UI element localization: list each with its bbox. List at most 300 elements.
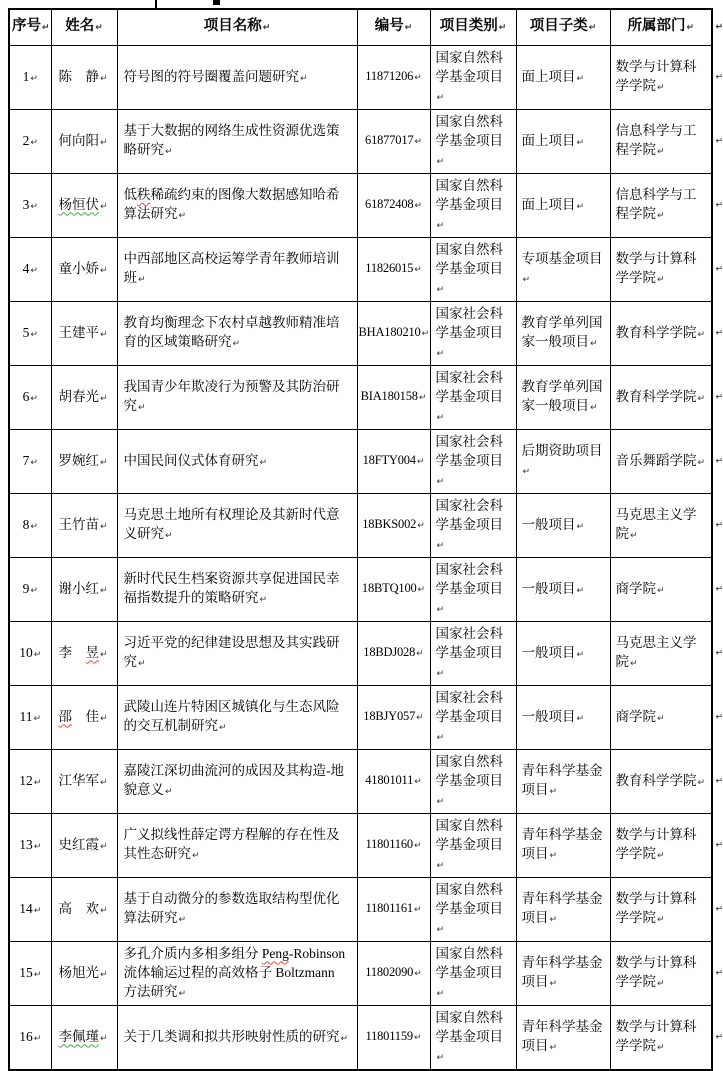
cell-text: 11 (19, 708, 33, 724)
paragraph-mark: ↵ (436, 156, 445, 167)
paragraph-mark: ↵ (33, 713, 42, 724)
text-segment: 王竹苗 (58, 516, 99, 532)
cell-grant-code (357, 686, 430, 750)
cell-text: 1 (22, 68, 30, 84)
text-segment: 史红霞 (58, 836, 99, 852)
cell-serial-number (9, 46, 51, 110)
cell-text: 数学与计算科学学院 (615, 955, 697, 989)
paragraph-mark: ↵ (576, 585, 585, 596)
paragraph-mark: ↵ (436, 220, 445, 231)
paragraph-mark: ↵ (178, 988, 187, 999)
cell-text: 11801161 (365, 901, 413, 915)
paragraph-mark: ↵ (697, 777, 706, 788)
paragraph-mark: ↵ (436, 1052, 445, 1063)
paragraph-mark: ↵ (498, 23, 507, 33)
cell-project-title (117, 302, 357, 366)
paragraph-mark: ↵ (522, 275, 531, 285)
paragraph-mark: ↵ (100, 393, 108, 404)
cell-department (610, 46, 723, 110)
paragraph-mark: ↵ (697, 393, 706, 404)
cell-text: 12 (19, 772, 33, 788)
cell-project-category (430, 750, 516, 814)
text-segment: 高 欢 (58, 900, 99, 916)
table-row (9, 238, 712, 302)
paragraph-mark: ↵ (416, 457, 425, 467)
row-end-mark: ↵ (715, 776, 723, 786)
header-no (9, 9, 51, 46)
header-label: 序号 (12, 18, 41, 34)
row-end-mark: ↵ (715, 840, 723, 850)
cell-project-title (117, 686, 357, 750)
cell-department (610, 430, 723, 494)
paragraph-mark: ↵ (95, 23, 103, 33)
row-end-mark: ↵ (715, 264, 723, 274)
text-segment: 杨恒伏 (58, 196, 99, 212)
table-row (9, 558, 712, 622)
cell-project-category (430, 814, 516, 878)
cell-project-category (430, 622, 516, 686)
paragraph-mark: ↵ (416, 713, 424, 723)
text-segment: 胡春光 (58, 388, 99, 404)
table-row (9, 174, 712, 238)
paragraph-mark: ↵ (138, 659, 146, 669)
cell-text: 国家自然科学基金项目 (435, 177, 503, 212)
header-category (430, 9, 516, 46)
cell-person-name (51, 750, 117, 814)
row-end-mark: ↵ (715, 1032, 723, 1042)
cell-text: 音乐舞蹈学院 (615, 452, 697, 468)
text-segment: Peng (261, 945, 289, 961)
paragraph-mark: ↵ (549, 787, 558, 797)
cell-text: 国家自然科学基金项目 (435, 945, 503, 980)
table-row (9, 622, 712, 686)
cell-project-category (430, 366, 516, 430)
row-end-mark: ↵ (715, 648, 723, 658)
paragraph-mark: ↵ (30, 521, 38, 532)
paragraph-mark: ↵ (219, 723, 227, 733)
cell-grant-code (357, 110, 430, 174)
paragraph-mark: ↵ (100, 201, 108, 212)
paragraph-mark: ↵ (100, 713, 108, 724)
paragraph-mark: ↵ (576, 649, 585, 660)
cell-text: 16 (19, 1028, 33, 1044)
cell-text: 国家社会科学基金项目 (435, 497, 503, 532)
paragraph-mark: ↵ (417, 585, 426, 595)
cell-text: 一般项目 (521, 708, 576, 724)
paragraph-mark: ↵ (414, 265, 422, 275)
paragraph-mark: ↵ (576, 73, 585, 84)
cell-department (610, 750, 723, 814)
cell-project-subcategory (516, 302, 610, 366)
cell-text: 信息科学与工程学院 (615, 123, 697, 157)
cell-person-name (51, 1006, 117, 1071)
paragraph-mark: ↵ (100, 521, 108, 532)
cell-project-title (117, 430, 357, 494)
cell-department (610, 622, 723, 686)
cell-project-subcategory (516, 366, 610, 430)
cell-text: 信息科学与工程学院 (615, 187, 697, 221)
cell-serial-number (9, 366, 51, 430)
paragraph-mark: ↵ (630, 531, 638, 541)
cell-text: 国家自然科学基金项目 (435, 1009, 503, 1044)
cell-project-title (117, 238, 357, 302)
paragraph-mark: ↵ (657, 83, 665, 93)
paragraph-mark: ↵ (414, 137, 422, 147)
text-segment: -Robinson 流体输运过程的高效格子 Boltzmann 方法研究 (123, 945, 346, 999)
paragraph-mark: ↵ (549, 915, 558, 925)
cell-text: 9 (22, 580, 30, 596)
table-row (9, 878, 712, 942)
cell-text: 一般项目 (521, 644, 576, 660)
paragraph-mark: ↵ (33, 841, 42, 852)
cell-text: 6 (22, 388, 30, 404)
cell-project-category (430, 430, 516, 494)
cell-person-name (51, 430, 117, 494)
cell-project-title (117, 46, 357, 110)
paragraph-mark: ↵ (549, 851, 558, 861)
paragraph-mark: ↵ (138, 275, 146, 285)
cell-text: 3 (22, 196, 30, 212)
text-segment: 中国民间仪式体育研究 (123, 452, 259, 468)
paragraph-mark: ↵ (436, 796, 445, 807)
cell-text: 61872408 (365, 197, 414, 211)
cell-project-title (117, 174, 357, 238)
paragraph-mark: ↵ (590, 339, 598, 349)
paragraph-mark: ↵ (630, 659, 638, 669)
cell-serial-number (9, 1006, 51, 1071)
table-row (9, 686, 712, 750)
paragraph-mark: ↵ (436, 668, 445, 679)
cell-person-name (51, 686, 117, 750)
text-segment: 李 (58, 644, 86, 660)
text-segment: 秩 (137, 187, 151, 202)
cell-text: 10 (19, 644, 33, 660)
cell-text: 国家自然科学基金项目 (435, 241, 503, 276)
paragraph-mark: ↵ (30, 457, 38, 468)
cell-project-subcategory (516, 878, 610, 942)
paragraph-mark: ↵ (100, 841, 108, 852)
paragraph-mark: ↵ (100, 585, 108, 596)
cell-grant-code (357, 750, 430, 814)
cell-project-category (430, 686, 516, 750)
paragraph-mark: ↵ (413, 1033, 422, 1043)
cell-text: 青年科学基金项目 (521, 955, 603, 989)
cell-project-title (117, 814, 357, 878)
cell-serial-number (9, 878, 51, 942)
row-end-mark: ↵ (715, 392, 723, 402)
paragraph-mark: ↵ (657, 979, 665, 989)
cell-project-subcategory (516, 494, 610, 558)
paragraph-mark: ↵ (588, 23, 597, 33)
text-segment: 多孔介质内多相多组分 (123, 945, 262, 961)
cell-text: 专项基金项目 (521, 251, 603, 266)
cell-text: 商学院 (615, 580, 656, 596)
cell-text: 青年科学基金项目 (521, 763, 603, 797)
paragraph-mark: ↵ (576, 713, 585, 724)
cell-serial-number (9, 622, 51, 686)
paragraph-mark: ↵ (33, 777, 42, 788)
cell-text: BHA180210 (358, 325, 421, 339)
cell-project-subcategory (516, 750, 610, 814)
cell-text: 11826015 (365, 261, 414, 275)
paragraph-mark: ↵ (340, 1033, 349, 1044)
table-row (9, 750, 712, 814)
cell-text: 国家自然科学基金项目 (435, 817, 503, 852)
paragraph-mark: ↵ (549, 1043, 558, 1053)
cell-project-subcategory (516, 110, 610, 174)
cell-text: 教育学单列国家一般项目 (521, 379, 603, 413)
cell-serial-number (9, 430, 51, 494)
text-segment: 教育均衡理念下农村卓越教师精准培育的区域策略研究 (123, 315, 340, 349)
cell-project-category (430, 174, 516, 238)
paragraph-mark: ↵ (33, 649, 42, 660)
paragraph-mark: ↵ (576, 137, 585, 148)
paragraph-mark: ↵ (590, 403, 598, 413)
header-row (9, 9, 712, 46)
cell-text: 一般项目 (521, 580, 576, 596)
cell-text: 18BJY057 (363, 709, 416, 723)
header-code (357, 9, 430, 46)
cell-person-name (51, 814, 117, 878)
cell-text: 国家社会科学基金项目 (435, 561, 503, 596)
text-segment: 王建平 (58, 324, 99, 340)
paragraph-mark: ↵ (33, 905, 42, 916)
paragraph-mark: ↵ (436, 604, 445, 615)
cell-serial-number (9, 238, 51, 302)
cell-text: 数学与计算科学学院 (615, 251, 697, 285)
text-segment: 江华军 (58, 772, 99, 788)
paragraph-mark: ↵ (100, 329, 108, 340)
paragraph-mark: ↵ (436, 924, 445, 935)
cell-project-category (430, 46, 516, 110)
cell-text: 2 (22, 132, 30, 148)
paragraph-mark: ↵ (30, 393, 38, 404)
paragraph-mark: ↵ (165, 147, 173, 157)
cell-serial-number (9, 110, 51, 174)
cell-project-category (430, 942, 516, 1006)
paragraph-mark: ↵ (657, 915, 665, 925)
cell-project-subcategory (516, 942, 610, 1006)
cell-grant-code (357, 622, 430, 686)
header-label: 编号 (374, 18, 404, 34)
text-segment: 何向阳 (58, 132, 99, 148)
paragraph-mark: ↵ (30, 585, 38, 596)
cell-text: BIA180158 (360, 389, 418, 403)
paragraph-mark: ↵ (436, 732, 445, 743)
cell-person-name (51, 878, 117, 942)
cell-serial-number (9, 814, 51, 878)
cell-text: 18BTQ100 (361, 581, 417, 595)
header-name (51, 9, 117, 46)
paragraph-mark: ↵ (100, 137, 108, 148)
text-segment: 我国青少年欺凌行为预警及其防治研究 (123, 379, 340, 413)
paragraph-mark: ↵ (259, 457, 268, 468)
cell-department (610, 878, 723, 942)
cell-person-name (51, 302, 117, 366)
paragraph-mark: ↵ (436, 988, 445, 999)
cell-text: 青年科学基金项目 (521, 1019, 603, 1053)
cell-text: 教育科学学院 (615, 324, 697, 340)
cell-project-title (117, 750, 357, 814)
paragraph-mark: ↵ (30, 329, 38, 340)
research-projects-table (8, 8, 723, 1071)
paragraph-mark: ↵ (657, 211, 665, 221)
row-end-mark: ↵ (715, 200, 723, 210)
cell-text: 15 (19, 964, 33, 980)
paragraph-mark: ↵ (138, 403, 146, 413)
table-body (9, 46, 723, 1071)
cell-project-subcategory (516, 686, 610, 750)
row-end-mark: ↵ (715, 22, 723, 32)
cell-department (610, 558, 723, 622)
cell-text: 国家自然科学基金项目 (435, 113, 503, 148)
text-segment: 基于自动微分的参数选取结构型优化算法研究 (123, 891, 340, 925)
paragraph-mark: ↵ (549, 979, 558, 989)
header-subcategory (516, 9, 610, 46)
text-segment: 武陵山连片特困区城镇化与生态风险的交互机制研究 (123, 699, 340, 733)
text-segment: 佳 (72, 708, 99, 724)
cell-project-category (430, 110, 516, 174)
cell-project-title (117, 878, 357, 942)
paragraph-mark: ↵ (232, 339, 241, 349)
cell-text: 11871206 (365, 69, 414, 83)
cell-serial-number (9, 942, 51, 1006)
paragraph-mark: ↵ (697, 457, 706, 468)
cell-text: 18FTY004 (362, 453, 416, 467)
text-segment: 陈 静 (58, 68, 99, 84)
cell-project-category (430, 558, 516, 622)
cell-text: 8 (22, 516, 30, 532)
paragraph-mark: ↵ (413, 905, 422, 915)
cell-person-name (51, 174, 117, 238)
paragraph-mark: ↵ (413, 841, 422, 851)
cell-project-title (117, 1006, 357, 1071)
cell-text: 13 (19, 836, 33, 852)
paragraph-mark: ↵ (421, 329, 430, 339)
row-end-mark: ↵ (715, 712, 723, 722)
text-segment: 广义拟线性薛定谔方程解的存在性及其性态研究 (123, 827, 340, 861)
cell-serial-number (9, 174, 51, 238)
paragraph-mark: ↵ (414, 201, 422, 211)
cell-project-title (117, 110, 357, 174)
cell-project-title (117, 494, 357, 558)
cell-grant-code (357, 814, 430, 878)
cell-text: 国家社会科学基金项目 (435, 369, 503, 404)
cell-department (610, 814, 723, 878)
cell-department (610, 366, 723, 430)
row-end-mark: ↵ (715, 328, 723, 338)
header-label: 项目名称 (203, 18, 262, 34)
cell-text: 11801159 (365, 1029, 413, 1043)
text-segment: 稀疏约束的图像大数据感知哈希算法研究 (123, 187, 340, 221)
cell-project-subcategory (516, 46, 610, 110)
cell-text: 马克思主义学院 (615, 507, 697, 541)
cell-department (610, 302, 723, 366)
cell-serial-number (9, 686, 51, 750)
paragraph-mark: ↵ (192, 851, 200, 861)
paragraph-mark: ↵ (657, 851, 665, 861)
cell-person-name (51, 110, 117, 174)
header-label: 所属部门 (627, 18, 686, 34)
paragraph-mark: ↵ (657, 585, 665, 596)
cell-person-name (51, 622, 117, 686)
cell-text: 国家社会科学基金项目 (435, 689, 503, 724)
cell-grant-code (357, 1006, 430, 1071)
cell-grant-code (357, 46, 430, 110)
cell-grant-code (357, 366, 430, 430)
cell-project-subcategory (516, 174, 610, 238)
paragraph-mark: ↵ (33, 969, 42, 980)
text-segment: 符号图的符号圈覆盖问题研究 (123, 68, 299, 84)
table-row (9, 430, 712, 494)
text-segment: 邵 (58, 708, 72, 724)
paragraph-mark: ↵ (436, 476, 445, 487)
cell-department (610, 942, 723, 1006)
cell-person-name (51, 494, 117, 558)
cell-project-subcategory (516, 1006, 610, 1071)
text-segment: 习近平党的纪律建设思想及其实践研究 (123, 635, 340, 669)
cell-text: 41801011 (365, 773, 414, 787)
paragraph-mark: ↵ (657, 275, 665, 285)
cell-department (610, 686, 723, 750)
cell-text: 国家社会科学基金项目 (435, 433, 503, 468)
cell-project-title (117, 942, 357, 1006)
cell-text: 数学与计算科学学院 (615, 891, 697, 925)
cell-text: 数学与计算科学学院 (615, 59, 697, 93)
cell-text: 国家自然科学基金项目 (435, 753, 503, 788)
row-end-mark: ↵ (715, 456, 723, 466)
cell-text: 面上项目 (521, 132, 576, 148)
paragraph-mark: ↵ (414, 777, 422, 787)
paragraph-mark: ↵ (33, 1033, 42, 1044)
cell-text: 5 (22, 324, 30, 340)
cell-serial-number (9, 750, 51, 814)
cell-department (610, 110, 723, 174)
cell-project-title (117, 558, 357, 622)
paragraph-mark: ↵ (522, 467, 531, 477)
cutoff-text-artifact (213, 0, 220, 5)
text-segment: 嘉陵江深切曲流河的成因及其构造-地貌意义 (123, 763, 344, 797)
text-segment: 昱 (85, 644, 99, 660)
paragraph-mark: ↵ (416, 649, 424, 659)
paragraph-mark: ↵ (657, 147, 665, 157)
cell-serial-number (9, 494, 51, 558)
paragraph-mark: ↵ (30, 137, 38, 148)
paragraph-mark: ↵ (436, 284, 445, 295)
text-segment: 谢小红 (58, 580, 99, 596)
cell-text: 后期资助项目 (521, 443, 603, 458)
cell-serial-number (9, 558, 51, 622)
cell-text: 7 (22, 452, 30, 468)
text-segment: 马克思土地所有权理论及其新时代意义研究 (123, 507, 340, 541)
paragraph-mark: ↵ (697, 329, 706, 340)
cell-text: 11802090 (365, 965, 414, 979)
table-row (9, 46, 712, 110)
cell-project-category (430, 1006, 516, 1071)
paragraph-mark: ↵ (100, 1033, 108, 1044)
header-label: 项目子类 (529, 18, 588, 34)
cell-text: 国家社会科学基金项目 (435, 625, 503, 660)
table-row (9, 494, 712, 558)
text-segment: 罗婉红 (58, 452, 99, 468)
cell-project-category (430, 302, 516, 366)
cell-department (610, 174, 723, 238)
cell-text: 教育科学学院 (615, 388, 697, 404)
cell-person-name (51, 366, 117, 430)
paragraph-mark: ↵ (100, 73, 108, 84)
header-label: 项目类别 (439, 18, 498, 34)
paragraph-mark: ↵ (417, 521, 425, 531)
